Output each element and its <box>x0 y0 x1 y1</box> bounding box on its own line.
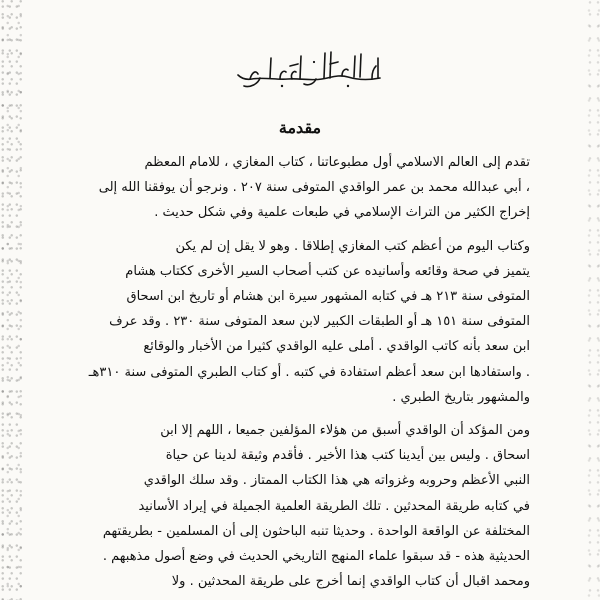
text-line: اسحاق . وليس بين أيدينا كتب هذا الأخير . فأقدم وثيقة لدينا عن حياة <box>165 448 530 464</box>
paragraph-1 <box>60 150 530 226</box>
basmala-calligraphy-drawing <box>230 44 390 94</box>
text-line: يتميز في صحة وقائعه وأسانيده عن كتب أصحاب السير الأخرى ككتاب هشام <box>125 263 530 279</box>
text-line: ومحمد اقبال أن كتاب الواقدي إنما أخرج على طريقة المحدثين . ولا <box>171 574 530 590</box>
basmala-calligraphy <box>230 44 390 94</box>
text-line: . واستفادها ابن سعد أعظم استفادة في كتبه . أو كتاب الطبري المتوفى سنة ٣١٠هـ <box>88 364 530 380</box>
text-line: إخراج الكثير من التراث الإسلامي في طبعات علمية وفي شكل حديث . <box>154 205 530 221</box>
text-line: ابن سعد بأنه كاتب الواقدي . أملى عليه الواقدي كثيرا من الأخبار والوقائع <box>143 339 530 355</box>
paragraph-2 <box>60 234 530 410</box>
text-line: المختلفة عن الواقعة الواحدة . وحديثا تنبه الباحثون إلى أن المسلمين - بطريقتهم <box>102 523 530 539</box>
text-line: تقدم إلى العالم الاسلامي أول مطبوعاتنا ، كتاب المغازي ، للامام المعظم <box>144 155 530 170</box>
text-line: ، أبي عبدالله محمد بن عمر الواقدي المتوفى سنة ٢٠٧ . ونرجو أن يوفقنا الله إلى <box>98 180 530 196</box>
text-line: في كتابه طريقة المحدثين . تلك الطريقة العلمية الجميلة في إيراد الأسانيد <box>138 498 530 514</box>
document-body <box>60 150 530 594</box>
page-heading: مقدمة <box>278 118 322 137</box>
scan-edge-right <box>586 0 600 600</box>
text-line: ومن المؤكد أن الواقدي أسبق من هؤلاء المؤلفين جميعا ، اللهم إلا ابن <box>160 423 530 439</box>
text-line: النبي الأعظم وحروبه وغزواته هي هذا الكتاب الممتاز . وقد سلك الواقدي <box>143 473 530 489</box>
text-line: الحديثية هذه - قد سبقوا علماء المنهج التاريخي الحديث في وضع أصول مذهبهم . <box>102 549 530 565</box>
paragraph-3 <box>60 418 530 594</box>
text-line: وكتاب اليوم من أعظم كتب المغازي إطلاقا . وهو لا يقل إن لم يكن <box>175 238 530 254</box>
text-line: والمشهور بتاريخ الطبري . <box>392 389 530 405</box>
text-line: المتوفى سنة ١٥١ هـ أو الطبقات الكبير لابن سعد المتوفى سنة ٢٣٠ . وقد عرف <box>109 314 530 330</box>
scan-edge-left <box>0 0 22 600</box>
text-line: المتوفى سنة ٢١٣ هـ في كتابه المشهور سيرة ابن هشام أو تاريخ ابن اسحاق <box>126 289 530 305</box>
